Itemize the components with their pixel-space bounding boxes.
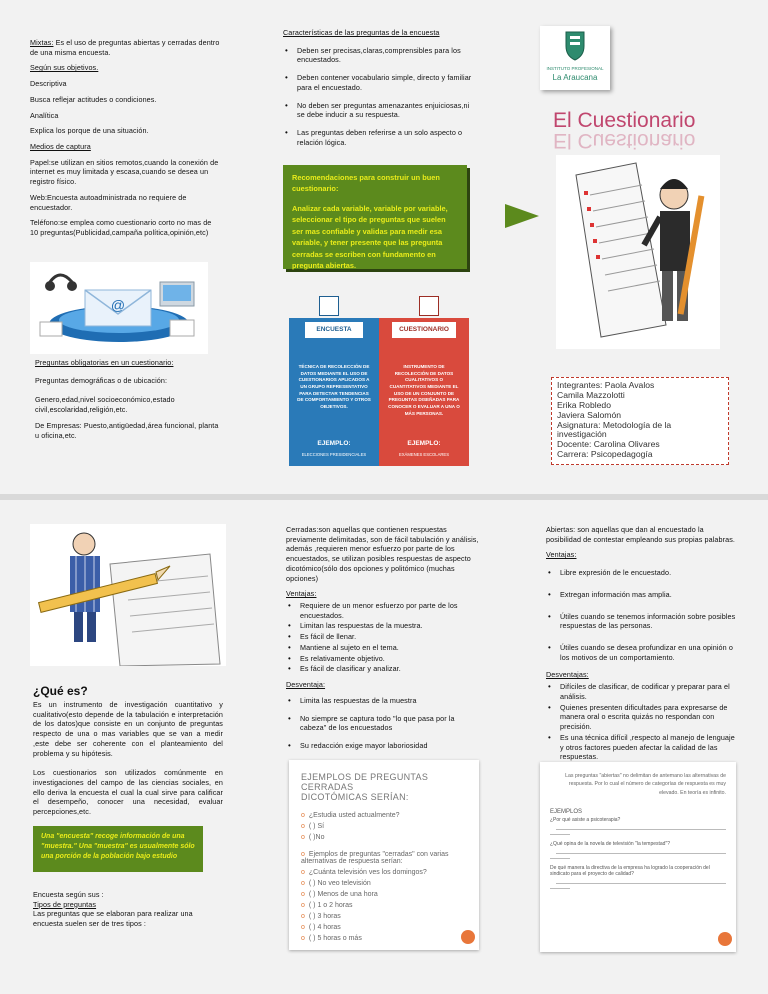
ventaja-item: • Es fácil de clasificar y analizar. bbox=[286, 664, 482, 674]
uso-paragraph: Los cuestionarios son utilizados comúnmente en investigaciones del campo de las ciencias sociales, en ello deriva la encuesta el cual la cual sirve para calificar el desempeño, conocer una necesidad, evaluar percepciones,etc. bbox=[33, 768, 223, 817]
mixtas-text: Es el uso de preguntas abiertas y cerradas dentro de una misma encuesta. bbox=[30, 38, 220, 57]
cerradas-desventajas-title: Desventaja: bbox=[286, 680, 326, 690]
example-item: ( ) 3 horas bbox=[308, 913, 341, 920]
desventaja-item: • Quienes presenten dificultades para expresarse de manera oral o escrita quizás no respondan con precisión. bbox=[546, 703, 738, 732]
encuesta-tab: ENCUESTA bbox=[305, 322, 363, 338]
clipboard-icon bbox=[319, 296, 339, 316]
descriptiva-text: Busca reflejar actitudes o condiciones. bbox=[30, 94, 157, 104]
logo-line1: INSTITUTO PROFESIONAL bbox=[546, 66, 604, 71]
desventaja-item: • Es una técnica difícil ,respecto al manejo de lenguaje y otros factores pueden afectar la calidad de las respuestas. bbox=[546, 733, 738, 762]
example-item: ( ) No veo televisión bbox=[308, 880, 371, 887]
recom-title: Recomendaciones para construir un buen cuestionario: bbox=[292, 173, 440, 194]
example-question: De qué manera la directiva de la empresa ha logrado la cooperación del sindicato para el proyecto de calidad? bbox=[550, 864, 710, 877]
email-icon bbox=[30, 262, 208, 354]
caract-item: • Deben ser precisas,claras,comprensibles para los encuestados. bbox=[283, 46, 478, 65]
cerradas-ventajas-list bbox=[286, 601, 482, 674]
tipos-section bbox=[33, 890, 223, 935]
email-illustration bbox=[30, 262, 208, 354]
empresas-text: De Empresas: Puesto,antigüedad,área funcional, planta u oficina,etc. bbox=[35, 420, 219, 440]
ventaja-item: • Es relativamente objetivo. bbox=[286, 654, 482, 664]
medios-title: Medios de captura bbox=[30, 142, 91, 152]
recom-text: Analizar cada variable, variable por variable, seleccionar el tipo de preguntas que suelen ser mas confiable y validas para medir esa variable, y tener presente que las pregunta cerradas se escriben con fundamento en pregunta abiertas. bbox=[292, 203, 448, 271]
svg-text:@: @ bbox=[110, 297, 126, 313]
abiertas-section bbox=[546, 525, 738, 774]
cuestionario-example-value: EXÁMENES ESCOLARES bbox=[398, 452, 450, 457]
panel-left-lower bbox=[35, 358, 220, 446]
caract-title: Características de las preguntas de la encuesta bbox=[283, 28, 440, 37]
cerradas-text: Cerradas:son aquellas que contienen respuestas previamente delimitadas, son de fácil tabulación y análisis, además ,requieren menor esfuerzo por parte de los encuestados, se utilizan posibles respuestas de aspecto dicotómico(sólo dos opciones y politómico (muchas opciones) bbox=[286, 525, 479, 583]
encuesta-definition: TÉCNICA DE RECOLECCIÓN DE DATOS MEDIANTE EL USO DE CUESTIONARIOS APLICADOS A UN GRUPO REPRESENTATIVO PARA DETECTAR TENDENCIAS DE COMPORTAMIENTO Y OTROS OBJETIVOS. bbox=[297, 364, 371, 409]
cerradas-examples-subtitle: DICOTÓMICAS SERÍAN: bbox=[301, 792, 409, 802]
cerradas-ventajas-title: Ventajas: bbox=[286, 589, 317, 599]
brochure-title-reflection: El Cuestionario bbox=[553, 129, 696, 152]
caract-item: • Deben contener vocabulario simple, directo y familiar para el encuestado. bbox=[283, 73, 478, 92]
logo-line2: La Araucana bbox=[552, 73, 598, 82]
caract-list bbox=[283, 46, 478, 148]
document-icon bbox=[419, 296, 439, 316]
cerradas-section bbox=[286, 525, 482, 759]
ventaja-item: • Extregan información mas amplia. bbox=[546, 590, 738, 600]
tipos-text: Las preguntas que se elaboran para realizar una encuesta suelen ser de tres tipos : bbox=[33, 909, 193, 929]
orange-dot-icon bbox=[718, 932, 732, 946]
orange-dot-icon bbox=[461, 930, 475, 944]
arrow-right-icon bbox=[505, 204, 539, 228]
shield-icon bbox=[540, 26, 610, 66]
abiertas-desventajas-title: Desventajas: bbox=[546, 670, 589, 680]
pencil-man-illustration bbox=[30, 524, 226, 666]
cuestionario-definition: INSTRUMENTO DE RECOLECCIÓN DE DATOS CUALITATIVOS O CUANTITATIVOS MEDIANTE EL USO DE UN CONJUNTO DE PREGUNTAS DISEÑADAS PARA CONOCER O EVALUAR A UNA O MÁS PERSONAS. bbox=[388, 364, 460, 416]
encuesta-vs-cuestionario-infographic bbox=[289, 290, 469, 466]
example-item: ( )No bbox=[308, 834, 325, 841]
analitica-text: Explica los porque de una situación. bbox=[30, 126, 149, 136]
example-item: ( ) Menos de una hora bbox=[308, 891, 378, 898]
que-es-text bbox=[33, 700, 223, 823]
encuesta-segun: Encuesta según sus : bbox=[33, 890, 104, 899]
abiertas-ventajas-title: Ventajas: bbox=[546, 550, 577, 560]
example-question: ¿Por qué asiste a psicoterapia? bbox=[550, 816, 621, 823]
integrante-line: Erika Robledo bbox=[557, 399, 611, 410]
example-item: ¿Cuánta televisión ves los domingos? bbox=[308, 869, 427, 876]
carrera-line: Carrera: Psicopedagogía bbox=[557, 449, 653, 460]
pencil-man-icon bbox=[30, 524, 226, 666]
mixtas-label: Mixtas: bbox=[30, 38, 54, 47]
cuestionario-tab: CUESTIONARIO bbox=[392, 322, 456, 338]
genero-text: Genero,edad,nivel socioeconómico,estado civil,escolaridad,religión,etc. bbox=[35, 395, 175, 415]
abiertas-desventajas-list bbox=[546, 682, 738, 772]
integrante-line: Javiera Salomón bbox=[557, 409, 622, 420]
example-question: ¿Qué opina de la novela de televisión "la tempestad"? bbox=[550, 840, 671, 847]
ejemplos-label: EJEMPLOS bbox=[550, 808, 583, 815]
caract-item: • No deben ser preguntas amenazantes enjuiciosas,ni se debe inducir a su respuesta. bbox=[283, 101, 478, 120]
caract-item: • Las preguntas deben referirse a un solo aspecto o relación lógica. bbox=[283, 128, 478, 147]
descriptiva: Descriptiva bbox=[30, 79, 67, 89]
ventaja-item: • Libre expresión de le encuestado. bbox=[546, 568, 738, 578]
abiertas-ventajas-list bbox=[546, 568, 738, 662]
encuesta-example-value: ELECCIONES PRESIDENCIALES bbox=[301, 452, 367, 457]
integrantes-line: Integrantes: Paola Avalos bbox=[557, 380, 655, 390]
brochure-outside-page bbox=[0, 0, 768, 494]
que-es-paragraph: Es un instrumento de investigación cuantitativo y cualitativo(esto depende de la tabulación e interpretación de los datos)que consiste en un conjunto de preguntas respecto de una o mas variables que se van a medir ,este debe ser coherente con el planteamiento del problema y su hipótesis. bbox=[33, 700, 223, 758]
example-item: ( ) 4 horas bbox=[308, 924, 341, 931]
abiertas-examples-intro: Las preguntas "abiertas" no delimitan de antemano las alternativas de respuesta. Por lo cual el número de categorías de respuesta es muy elevado. En teoría es infinito. bbox=[565, 773, 726, 796]
institution-logo bbox=[540, 26, 610, 90]
analitica: Analítica bbox=[30, 110, 59, 120]
ventaja-item: • Es fácil de llenar. bbox=[286, 632, 482, 642]
abiertas-text: Abiertas: son aquellas que dan al encuestado la posibilidad de contestar empleando sus propias palabras. bbox=[546, 525, 735, 544]
web-text: Web:Encuesta autoadministrada no requiere de encuestador. bbox=[30, 192, 187, 212]
muestra-callout: Una "encuesta" recoge información de una "muestra." Una "muestra" es usualmente sólo una porción de la población bajo estudio bbox=[33, 826, 203, 872]
docente-line: Docente: Carolina Olivares bbox=[557, 439, 660, 450]
ventaja-item: • Útiles cuando se tenemos información sobre posibles respuestas de las personas. bbox=[546, 612, 738, 631]
ventaja-item: • Mantiene al sujeto en el tema. bbox=[286, 643, 482, 653]
integrante-line: Camila Mazzolotti bbox=[557, 389, 625, 400]
brochure-inside-page bbox=[0, 500, 768, 994]
example-item: ¿Estudia usted actualmente? bbox=[308, 812, 400, 819]
cerradas-examples-list: o ¿Estudia usted actualmente? o ( ) Sí o ( )No o Ejemplos de preguntas "cerradas" con varias alternativas de respuesta serían: o ¿Cuánta televisión ves los domingos? o ( ) No veo televisión o ( ) Menos de una hora o ( ) 1 o 2 horas o ( ) 3 horas o ( ) 4 horas o ( ) 5 horas o más bbox=[301, 812, 449, 942]
desventaja-item: • Difíciles de clasificar, de codificar y preparar para el análisis. bbox=[546, 682, 738, 701]
tipos-title: Tipos de preguntas bbox=[33, 899, 97, 909]
desventaja-item: • Su redacción exige mayor laboriosidad bbox=[286, 741, 482, 751]
que-es-heading: ¿Qué es? bbox=[33, 684, 88, 698]
person-with-questionnaire-illustration bbox=[556, 155, 720, 349]
cerradas-examples-title: EJEMPLOS DE PREGUNTAS CERRADAS bbox=[301, 772, 429, 792]
telefono-text: Teléfono:se emplea como cuestionario corto no mas de 10 preguntas(Publicidad,campaña política,opinión,etc) bbox=[30, 218, 212, 238]
example-item: ( ) 5 horas o más bbox=[308, 935, 362, 942]
obligatorias-title: Preguntas obligatorias en un cuestionario: bbox=[35, 358, 174, 367]
panel-left-text bbox=[30, 38, 220, 244]
desventaja-item: • Limita las respuestas de la muestra bbox=[286, 696, 482, 706]
credits-box bbox=[551, 377, 729, 465]
brochure-title: El Cuestionario bbox=[553, 109, 696, 132]
ventaja-item: • Útiles cuando se desea profundizar en una opinión o los motivos de un comportamiento. bbox=[546, 643, 738, 662]
questionnaire-person-icon bbox=[556, 155, 720, 349]
recomendaciones-box bbox=[283, 165, 467, 269]
panel-middle-text bbox=[283, 28, 478, 155]
objetivos-title: Según sus objetivos. bbox=[30, 63, 99, 73]
cuestionario-example-label: EJEMPLO: bbox=[407, 440, 441, 447]
example-item: ( ) 1 o 2 horas bbox=[308, 902, 353, 909]
example-item: ( ) Sí bbox=[308, 823, 325, 830]
abiertas-examples-card bbox=[540, 762, 736, 952]
desventaja-item: • No siempre se captura todo "lo que pasa por la cabeza" de los encuestados bbox=[286, 714, 482, 733]
asignatura-line: Asignatura: Metodología de la investigación bbox=[557, 419, 672, 440]
demograficas-title: Preguntas demográficas o de ubicación: bbox=[35, 375, 168, 385]
encuesta-example-label: EJEMPLO: bbox=[317, 440, 351, 447]
ventaja-item: • Limitan las respuestas de la muestra. bbox=[286, 621, 482, 631]
cerradas-examples-card bbox=[289, 760, 479, 950]
cerradas-desventajas-list bbox=[286, 696, 482, 751]
example-item: Ejemplos de preguntas "cerradas" con varias alternativas de respuesta serían: bbox=[301, 851, 449, 865]
ventaja-item: • Requiere de un menor esfuerzo por parte de los encuestados. bbox=[286, 601, 482, 620]
papel-text: Papel:se utilizan en sitios remotos,cuando la conexión de internet es muy limitada y escasa,cuando se desea un registro físico. bbox=[30, 157, 219, 187]
